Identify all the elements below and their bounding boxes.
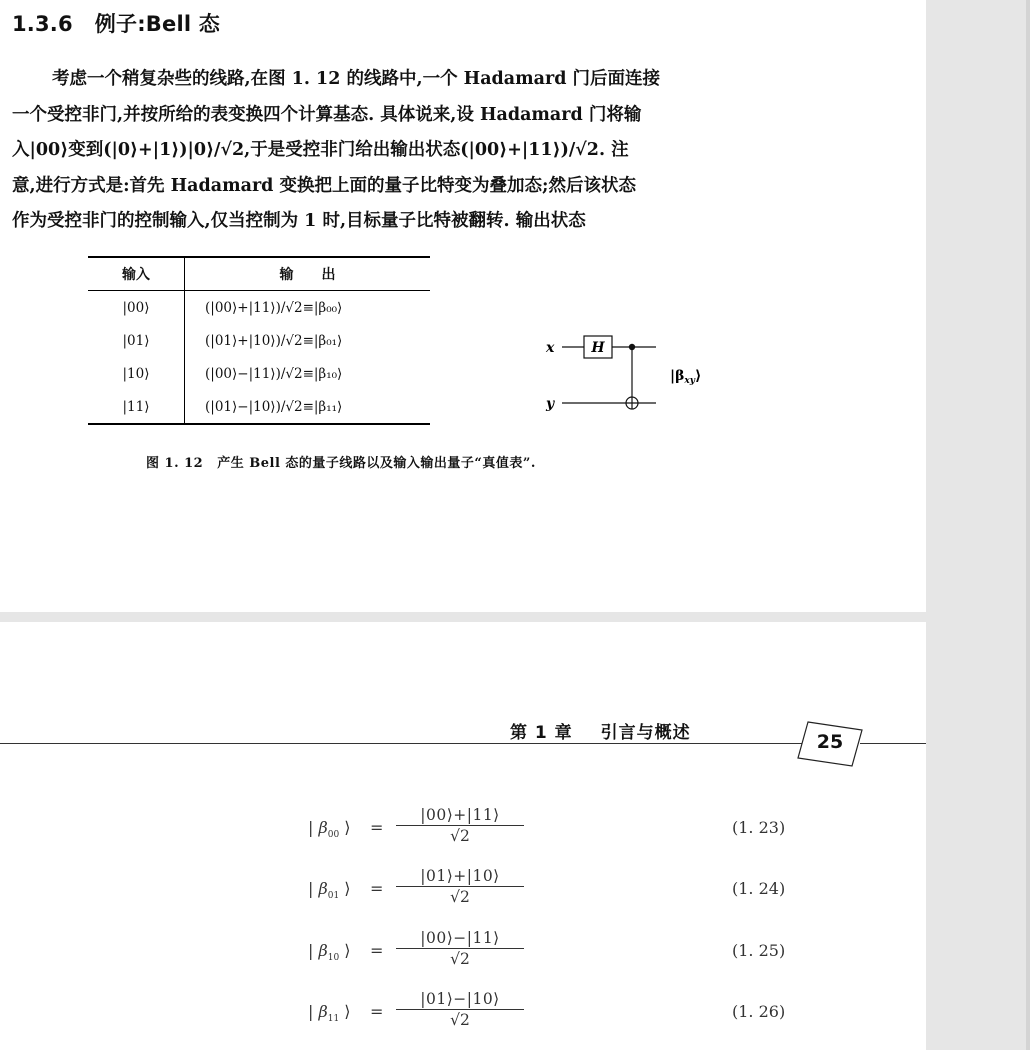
output-label: $|\beta_{xy}⟩$ [670, 368, 702, 386]
eq-denominator: √2 [450, 827, 470, 845]
eq-lhs: | $\beta_{11}$ ⟩ [308, 1002, 351, 1025]
cell-input: |10⟩ [88, 357, 185, 390]
paragraph-line: 意,进行方式是:首先 Hadamard 变换把上面的量子比特变为叠加态;然后该状态 [12, 175, 636, 196]
table-row [88, 324, 430, 357]
eq-number: (1. 26) [732, 1002, 786, 1021]
eq-denominator: √2 [450, 888, 470, 906]
eq-numerator: |01⟩+|10⟩ [396, 867, 524, 887]
paragraph-line: 入|00⟩变到(|0⟩+|1⟩)|0⟩/√2,于是受控非门给出输出状态(|00⟩+|11⟩)/√2. 注 [12, 140, 629, 161]
figure-label: 图 1. 12 [146, 456, 204, 471]
figure-caption [146, 452, 536, 471]
equation-1-24 [308, 867, 808, 921]
page-25 [0, 622, 926, 1050]
cell-output: (|01⟩+|10⟩)/√2≡|β₀₁⟩ [205, 332, 343, 349]
cell-output: (|00⟩+|11⟩)/√2≡|β₀₀⟩ [205, 299, 343, 316]
page-number-badge [790, 720, 870, 770]
equation-1-25 [308, 929, 808, 983]
header-rule [0, 743, 802, 744]
eq-lhs: | $\beta_{10}$ ⟩ [308, 941, 351, 964]
eq-equals: = [370, 879, 384, 898]
eq-fraction [396, 806, 524, 845]
table-row [88, 291, 430, 325]
eq-numerator: |01⟩−|10⟩ [396, 990, 524, 1010]
eq-lhs: | $\beta_{00}$ ⟩ [308, 818, 351, 841]
eq-numerator: |00⟩−|11⟩ [396, 929, 524, 949]
eq-numerator: |00⟩+|11⟩ [396, 806, 524, 826]
gate-label: H [591, 340, 605, 356]
paragraph-line: 一个受控非门,并按所给的表变换四个计算基态. 具体说来,设 Hadamard 门将输 [12, 104, 642, 125]
cell-input: |00⟩ [88, 291, 185, 325]
eq-fraction [396, 929, 524, 968]
eq-denominator: √2 [450, 950, 470, 968]
chapter-title: 引言与概述 [600, 723, 691, 743]
eq-lhs: | $\beta_{01}$ ⟩ [308, 879, 351, 902]
paragraph-line: 考虑一个稍复杂些的线路,在图 1. 12 的线路中,一个 Hadamard 门后面连接 [52, 69, 661, 89]
header-output: 输 出 [185, 257, 431, 291]
eq-fraction [396, 990, 524, 1029]
section-heading [12, 8, 220, 38]
cell-output: (|00⟩−|11⟩)/√2≡|β₁₀⟩ [205, 365, 343, 382]
figure-caption-text: 产生 Bell 态的量子线路以及输入输出量子“真值表”. [217, 456, 536, 471]
viewer-scrollbar[interactable] [1026, 0, 1030, 1050]
eq-fraction [396, 867, 524, 906]
body-paragraph [12, 62, 782, 240]
equation-1-23 [308, 806, 808, 860]
quantum-circuit [536, 326, 736, 422]
wire-label-x: x [546, 340, 555, 356]
page-number: 25 [816, 731, 844, 753]
eq-equals: = [370, 1002, 384, 1021]
cell-input: |01⟩ [88, 324, 185, 357]
eq-number: (1. 23) [732, 818, 786, 837]
running-head [510, 718, 691, 743]
truth-table [88, 256, 430, 425]
section-number: 1.3.6 [12, 12, 73, 36]
equation-1-26 [308, 990, 808, 1044]
eq-number: (1. 24) [732, 879, 786, 898]
cell-output: (|01⟩−|10⟩)/√2≡|β₁₁⟩ [205, 398, 343, 415]
eq-equals: = [370, 941, 384, 960]
table-header-row [88, 257, 430, 291]
chapter-number: 第 1 章 [510, 723, 573, 743]
eq-equals: = [370, 818, 384, 837]
paragraph-line: 作为受控非门的控制输入,仅当控制为 1 时,目标量子比特被翻转. 输出状态 [12, 211, 586, 232]
table-row [88, 390, 430, 424]
eq-denominator: √2 [450, 1011, 470, 1029]
header-input: 输入 [88, 257, 185, 291]
section-title: 例子:Bell 态 [94, 12, 220, 36]
eq-number: (1. 25) [732, 941, 786, 960]
cell-input: |11⟩ [88, 390, 185, 424]
wire-label-y: y [546, 396, 555, 412]
table-row [88, 357, 430, 390]
